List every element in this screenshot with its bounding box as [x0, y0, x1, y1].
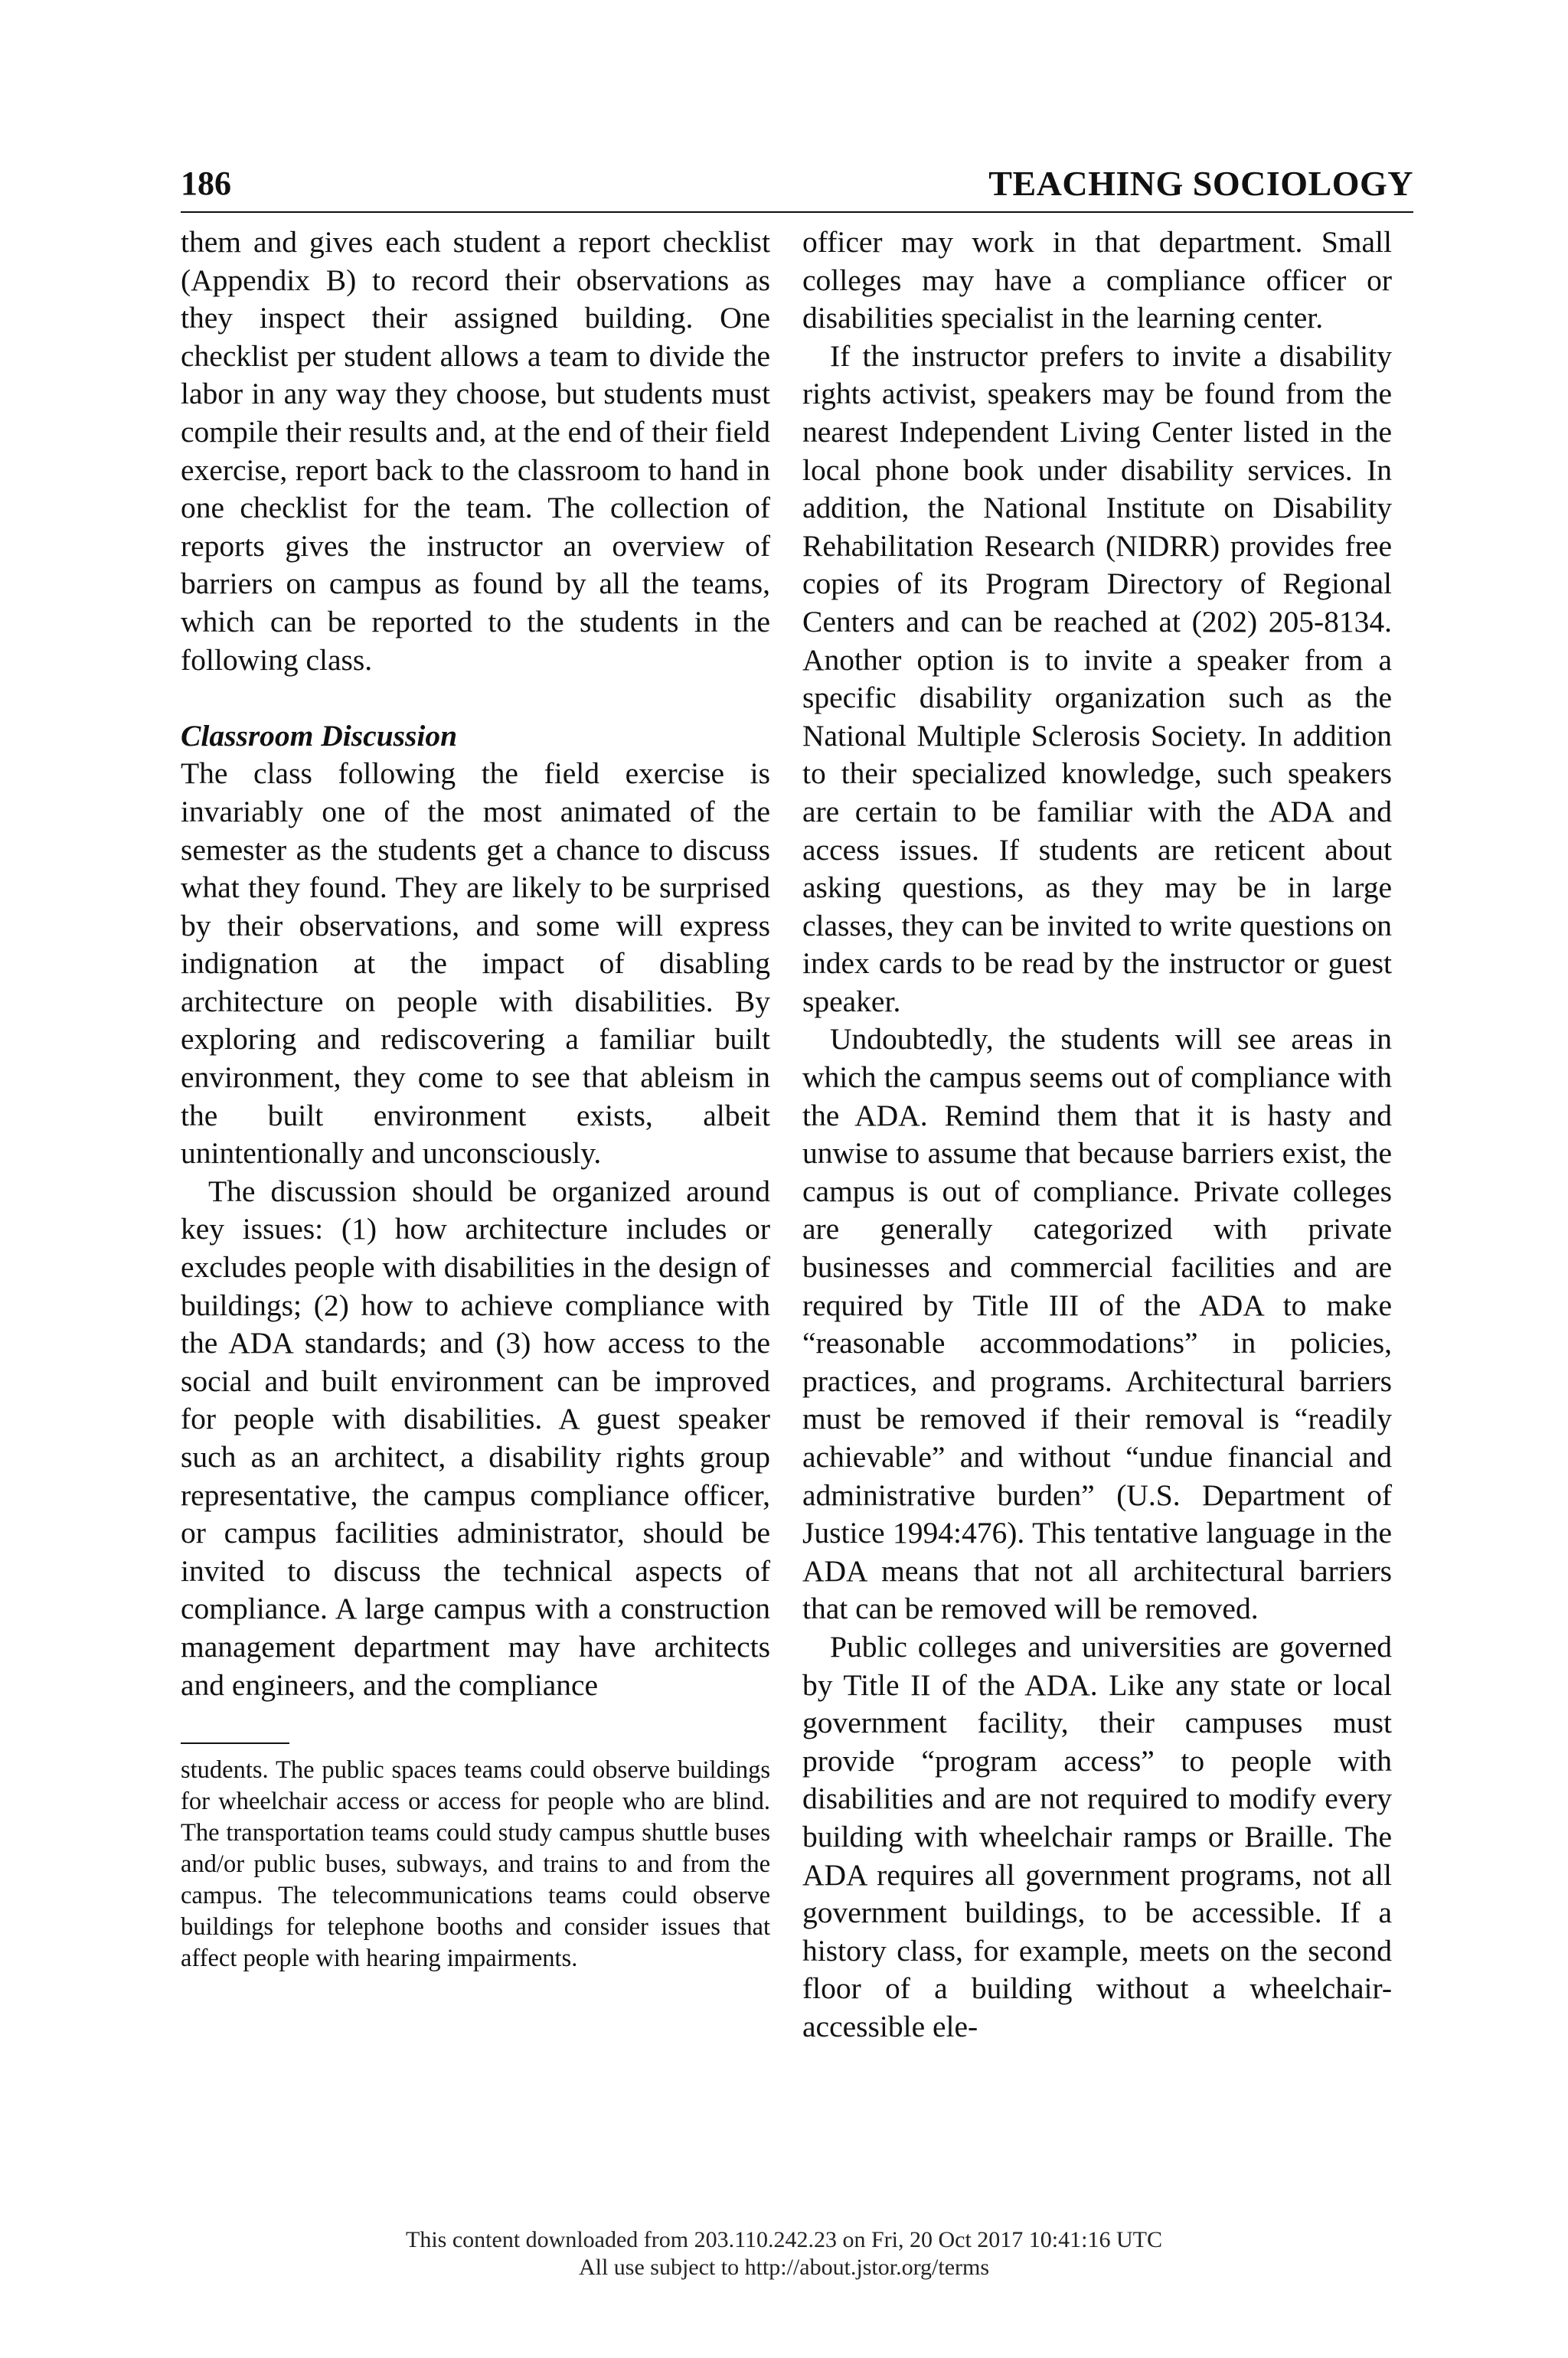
right-paragraph-3: Undoubtedly, the students will see areas in which the campus seems out of compliance with the ADA. Remind them that it is hasty and unwise to assume that because barriers exist, the campus is out of compliance. Private colleges are generally categorized with private businesses and commercial facilities and are required by Title III of the ADA to make “reasonable accommodations” in policies, practices, and programs. Architectural barriers must be removed if their removal is “readily achievable” and without “undue financial and administrative burden” (U.S. Department of Justice 1994:476). This tentative language in the ADA means that not all architectural barriers that can be removed will be removed. [802, 1022, 1392, 1626]
left-column [181, 224, 770, 1974]
journal-title: TEACHING SOCIOLOGY [988, 164, 1413, 203]
footnote: students. The public spaces teams could observe buildings for wheelchair access or access for people who are blind. The transportation teams could study campus shuttle buses and/or public buses, subways, and trains to and from the campus. The telecommunications teams could observe buildings for telephone booths and consider issues that affect people with hearing impairments. [181, 1756, 770, 1973]
section-heading: Classroom Discussion [181, 718, 458, 753]
left-paragraph-3: The discussion should be organized around key issues: (1) how architecture includes or excludes people with disabilities in the design of buildings; (2) how to achieve compliance with the ADA standards; and (3) how access to the social and built environment can be improved for people with disabilities. A guest speaker such as an architect, a disability rights group representative, the campus compliance officer, or campus facilities administrator, should be invited to discuss the technical aspects of compliance. A large campus with a construction management department may have architects and engineers, and the compliance [181, 1174, 770, 1702]
download-notice [0, 2226, 1568, 2281]
running-header [181, 162, 1413, 213]
right-paragraph-4: Public colleges and universities are governed by Title II of the ADA. Like any state or local government facility, their campuses must provide “program access” to people with disabilities and are not required to modify every building with wheelchair ramps or Braille. The ADA requires all government programs, not all government buildings, to be accessible. If a history class, for example, meets on the second floor of a building without a wheelchair-accessible ele- [802, 1629, 1392, 2043]
left-paragraph-1: them and gives each student a report checklist (Appendix B) to record their observations as they inspect their assigned building. One checklist per student allows a team to divide the labor in any way they choose, but students must compile their results and, at the end of their field exercise, report back to the classroom to hand in one checklist for the team. The collection of reports gives the instructor an overview of barriers on campus as found by all the teams, which can be reported to the students in the following class. [181, 225, 770, 677]
left-paragraph-2: The class following the field exercise is invariably one of the most animated of the semester as the students get a chance to discuss what they found. They are likely to be surprised by their observations, and some will express indignation at the impact of disabling architecture on people with disabilities. By exploring and rediscovering a familiar built environment, they come to see that ableism in the built environment exists, albeit unintentionally and unconsciously. [181, 756, 770, 1171]
page-number: 186 [181, 165, 231, 202]
right-column [802, 224, 1392, 2046]
download-notice-line-2: All use subject to http://about.jstor.org/terms [578, 2255, 990, 2280]
download-notice-line-1: This content downloaded from 203.110.242.23 on Fri, 20 Oct 2017 10:41:16 UTC [406, 2227, 1162, 2252]
footnote-divider [181, 1742, 289, 1744]
right-paragraph-2: If the instructor prefers to invite a disability rights activist, speakers may be found from the nearest Independent Living Center listed in the local phone book under disability services. In addition, the National Institute on Disability Rehabilitation Research (NIDRR) provides free copies of its Program Directory of Regional Centers and can be reached at (202) 205-8134. Another option is to invite a speaker from a specific disability organization such as the National Multiple Sclerosis Society. In addition to their specialized knowledge, such speakers are certain to be familiar with the ADA and access issues. If students are reticent about asking questions, as they may be in large classes, they can be invited to write questions on index cards to be read by the instructor or guest speaker. [802, 338, 1392, 1018]
right-paragraph-1: officer may work in that department. Small colleges may have a compliance officer or disabilities specialist in the learning center. [802, 225, 1392, 335]
